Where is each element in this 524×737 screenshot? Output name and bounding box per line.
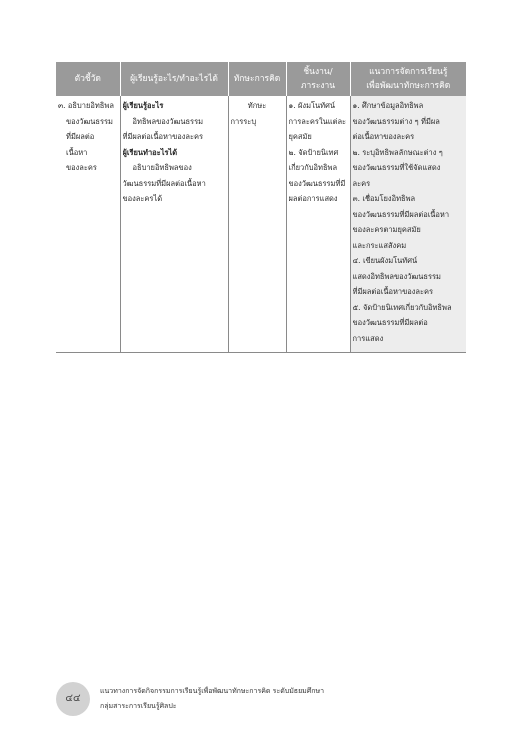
header-learning-approach: แนวการจัดการเรียนรู้ เพื่อพัฒนาทักษะการคิด <box>350 62 466 96</box>
cell-indicator: ๓. อธิบายอิทธิพล ของวัฒนธรรม ที่มีผลต่อ เนื้อหา ของละคร <box>56 96 120 353</box>
learning-table <box>56 62 466 353</box>
header-tasks: ชิ้นงาน/ ภาระงาน <box>286 62 350 96</box>
page-number-badge <box>56 682 90 716</box>
footer-book-title: แนวทางการจัดกิจกรรมการเรียนรู้เพื่อพัฒนาทักษะการคิด ระดับมัธยมศึกษา <box>100 687 325 695</box>
table-header-row <box>56 62 466 96</box>
cell-thinking-skill: ทักษะ การระบุ <box>228 96 286 353</box>
page-number: ๔๔ <box>65 693 81 704</box>
header-learning: ผู้เรียนรู้อะไร/ทำอะไรได้ <box>120 62 228 96</box>
footer-subject-group: กลุ่มสาระการเรียนรู้ศิลปะ <box>100 702 177 710</box>
cell-learning: ผู้เรียนรู้อะไร อิทธิพลของวัฒนธรรม ที่มีผลต่อเนื้อหาของละคร ผู้เรียนทำอะไรได้ อธิบายอิทธิพลของ วัฒนธรรมที่มีผลต่อเนื้อหา ของละครได้ <box>120 96 228 353</box>
cell-tasks: ๑. ผังมโนทัศน์ การละครในแต่ละ ยุคสมัย ๒. จัดป้ายนิเทศ เกี่ยวกับอิทธิพล ของวัฒนธรรมที่มี ผลต่อการแสดง <box>286 96 350 353</box>
header-thinking-skill: ทักษะการคิด <box>228 62 286 96</box>
cell-learning-approach: ๑. ศึกษาข้อมูลอิทธิพล ของวัฒนธรรมต่าง ๆ ที่มีผล ต่อเนื้อหาของละคร ๒. ระบุอิทธิพลลักษณะต่าง ๆ ของวัฒนธรรมที่ใช้จัดแสดง ละคร ๓. เชื่อมโยงอิทธิพล ของวัฒนธรรมที่มีผลต่อเนื้อหา ของละครตามยุคสมัย และกระแสสังคม ๔. เขียนผังมโนทัศน์ แสดงอิทธิพลของวัฒนธรรม ที่มีผลต่อเนื้อหาของละคร ๕. จัดป้ายนิเทศเกี่ยวกับอิทธิพล ของวัฒนธรรมที่มีผลต่อ การแสดง <box>350 96 466 353</box>
header-indicator: ตัวชี้วัด <box>56 62 120 96</box>
table-row <box>56 96 466 353</box>
